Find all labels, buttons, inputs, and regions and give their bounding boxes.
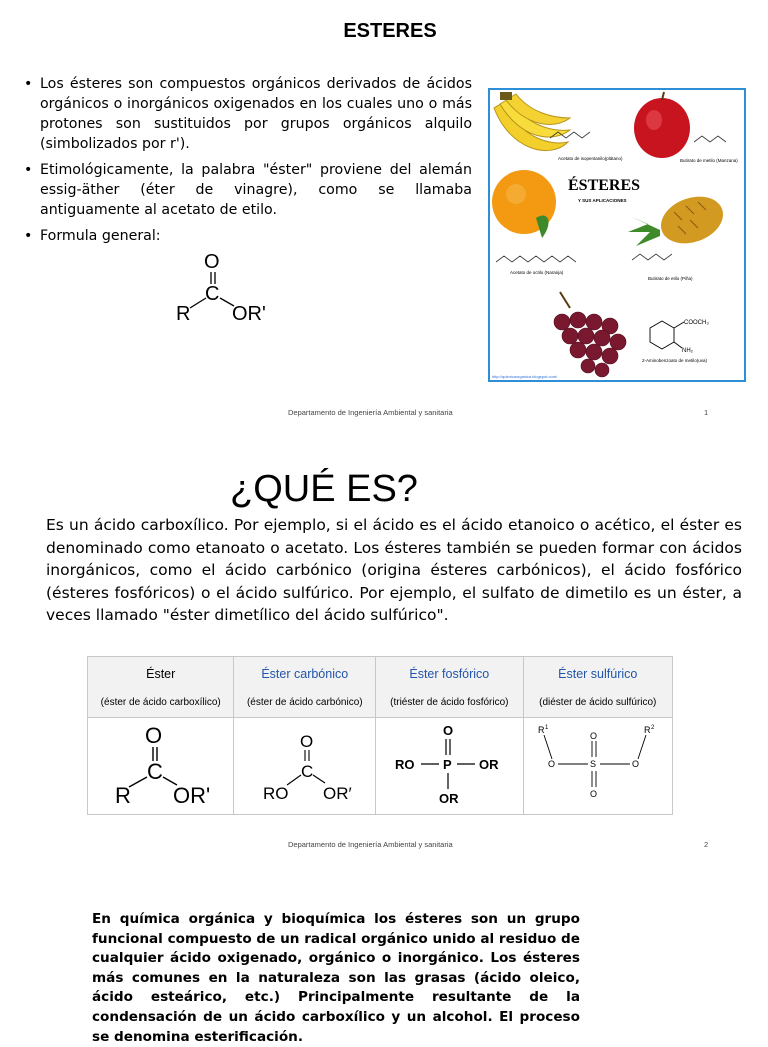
sulfuric-ester-link[interactable]: Éster sulfúrico — [558, 666, 638, 681]
svg-text:O: O — [589, 730, 597, 741]
pineapple-label: Butirato de etilo (Piña) — [648, 276, 693, 281]
svg-text:OR: OR — [479, 756, 499, 772]
svg-text:RO: RO — [395, 756, 415, 772]
bullet-item: • Los ésteres son compuestos orgánicos derivados de ácidos orgánicos o inorgánicos oxigenados en los cuales uno o más protones son sustituidos por grupos orgánicos alquilo (simbolizados por r'). — [24, 76, 472, 152]
esters-applications-image — [488, 88, 746, 382]
svg-text:O: O — [631, 758, 639, 769]
svg-text:S: S — [589, 758, 596, 769]
image-subtitle: Y SUS APLICACIONES — [578, 198, 627, 203]
banana-label: Acetato de isopentanilo(plátano) — [558, 156, 623, 161]
slide-2-footer: Departamento de Ingeniería Ambiental y sanitaria — [288, 840, 453, 849]
header-carbonic-ester: Éster carbónico (éster de ácido carbónico) — [234, 657, 376, 718]
svg-text:R: R — [643, 724, 651, 735]
svg-text:OR': OR' — [172, 782, 210, 808]
grapes-icon — [554, 312, 626, 377]
header-sulfuric-ester: Éster sulfúrico (diéster de ácido sulfúrico) — [523, 657, 673, 718]
slide-1-title: ESTERES — [343, 20, 437, 42]
slide-2 — [0, 440, 768, 860]
formula-c: C — [205, 283, 220, 305]
table-row — [88, 718, 673, 815]
slide-2-page-number: 2 — [704, 840, 709, 849]
svg-text:O: O — [547, 758, 555, 769]
header-phosphoric-ester: Éster fosfórico (triéster de ácido fosfórico) — [376, 657, 523, 718]
general-formula-structure — [170, 248, 280, 328]
orange-icon — [492, 170, 556, 238]
apple-icon — [634, 92, 690, 158]
banana-icon — [494, 92, 570, 151]
svg-text:R: R — [114, 782, 131, 808]
bullet-item: • Etimológicamente, la palabra "éster" proviene del alemán essig-äther (éter de vinagre), como se llamaba antiguamente al acetato de etilo. — [24, 162, 472, 218]
svg-text:O: O — [443, 722, 454, 738]
slide-2-paragraph: Es un ácido carboxílico. Por ejemplo, si el ácido es el ácido etanoico o acético, el éster es denominado como etanoato o acetato. Los ésteres también se pueden formar con ácidos inorgánicos, como el ácido carbónico (origina ésteres carbónicos), el ácido fosfórico (ésteres fosfóricos) o el ácido sulfúrico. Por ejemplo, el sulfato de dimetilo es un éster, a veces llamado "éster dimetílico del ácido sulfúrico". — [46, 516, 742, 625]
phosphoric-ester-structure — [376, 718, 523, 815]
svg-text:P: P — [443, 756, 452, 772]
svg-text:OR: OR — [439, 790, 459, 806]
formula-o: O — [204, 251, 220, 273]
svg-text:RO: RO — [262, 783, 289, 803]
svg-text:C: C — [146, 758, 163, 784]
slide-2-title: ¿QUÉ ES? — [230, 468, 418, 510]
svg-text:R: R — [537, 724, 545, 735]
carbonic-ester-link[interactable]: Éster carbónico — [261, 666, 349, 681]
apple-label: Butirato de metilo (Manzana) — [680, 158, 738, 163]
pineapple-icon — [628, 188, 730, 251]
svg-text:1: 1 — [544, 724, 549, 731]
formula-or: OR' — [232, 303, 266, 325]
svg-text:C: C — [300, 761, 314, 781]
slide-1 — [0, 0, 768, 430]
image-title: ÉSTERES — [568, 177, 641, 194]
bullet-dot-icon: • — [24, 228, 33, 244]
slide-1-page-number: 1 — [704, 408, 709, 417]
slide-3-paragraph: En química orgánica y bioquímica los ésteres son un grupo funcional compuesto de un radical orgánico unido al residuo de cualquier ácido oxigenado, orgánico o inorgánico. Los ésteres más comunes en la naturaleza son las grasas (ácido oleico, ácido esteárico, etc.) Principalmente resultante de la condensación de un ácido carboxílico y un alcohol. El proceso se denomina esterificación. — [92, 911, 580, 1045]
table-header-row — [88, 657, 673, 718]
chem-cooch3: COOCH₃ — [684, 320, 709, 326]
phosphoric-ester-link[interactable]: Éster fosfórico — [409, 666, 490, 681]
image-url: http://quimicaorganica.blogspot.com/ — [492, 374, 558, 379]
grapes-label: 2-Aminobenzoato de metilo(uva) — [642, 358, 708, 363]
bullet-dot-icon: • — [24, 162, 33, 178]
svg-text:O: O — [299, 731, 314, 751]
formula-r: R — [176, 303, 191, 325]
slide-1-footer: Departamento de Ingeniería Ambiental y sanitaria — [288, 408, 453, 417]
slide-3 — [0, 870, 768, 1045]
svg-text:O: O — [589, 788, 597, 799]
chem-nh2: NH₂ — [682, 348, 693, 354]
svg-text:2: 2 — [650, 724, 655, 731]
bullet-list — [24, 74, 472, 252]
orange-label: Acetato de octilo (Naranja) — [510, 270, 564, 275]
bullet-dot-icon: • — [24, 76, 33, 92]
carbonic-ester-structure — [234, 718, 376, 815]
header-ester: Éster (éster de ácido carboxílico) — [88, 657, 234, 718]
svg-text:O: O — [144, 722, 162, 748]
svg-text:OR′: OR′ — [322, 783, 352, 803]
sulfuric-ester-structure — [523, 718, 673, 815]
ester-types-table — [87, 656, 673, 815]
carboxylic-ester-structure — [88, 718, 234, 815]
esters-illustration — [490, 90, 744, 380]
bullet-item: • Formula general: — [24, 228, 161, 244]
